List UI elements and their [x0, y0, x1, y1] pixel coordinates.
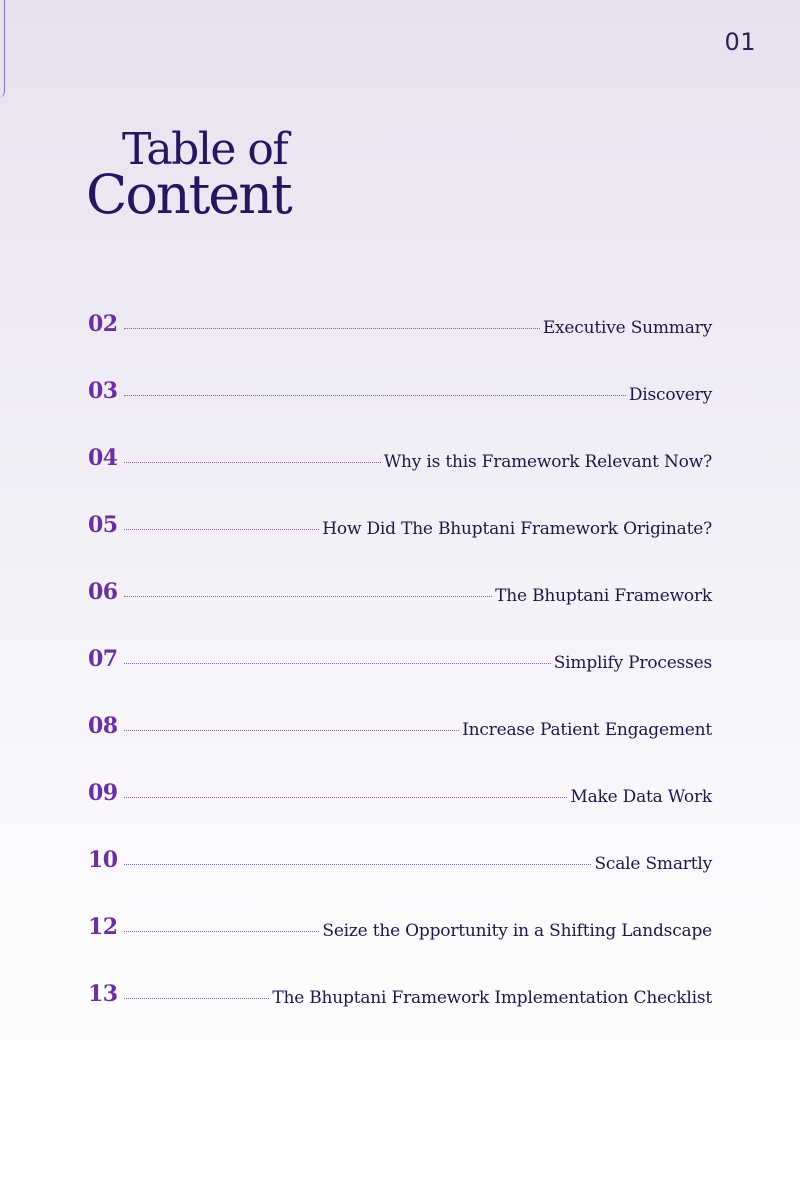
toc-entry-title: Simplify Processes [553, 653, 712, 673]
dot-leader [124, 797, 568, 798]
toc-entry[interactable] [88, 288, 712, 355]
toc-entry[interactable] [88, 489, 712, 556]
toc-page-number: 05 [88, 512, 118, 538]
toc-entry[interactable] [88, 623, 712, 690]
dot-leader [124, 730, 459, 731]
toc-entry-title: Why is this Framework Relevant Now? [383, 452, 712, 472]
toc-entry[interactable] [88, 355, 712, 422]
dot-leader [124, 462, 381, 463]
dot-leader [124, 998, 270, 999]
toc-page-number: 13 [88, 981, 118, 1007]
toc-page-number: 06 [88, 579, 118, 605]
toc-entry-title: How Did The Bhuptani Framework Originate? [322, 519, 712, 539]
toc-entry[interactable] [88, 757, 712, 824]
toc-page-number: 03 [88, 378, 118, 404]
dot-leader [124, 596, 493, 597]
page-number: 01 [724, 28, 756, 56]
page-title [86, 124, 291, 226]
toc-entry[interactable] [88, 824, 712, 891]
toc-page-number: 10 [88, 847, 118, 873]
toc-entry-title: Discovery [628, 385, 712, 405]
dot-leader [124, 529, 320, 530]
toc-page-number: 08 [88, 713, 118, 739]
toc-entry-title: Executive Summary [542, 318, 712, 338]
toc-entry[interactable] [88, 891, 712, 958]
toc-page-number: 07 [88, 646, 118, 672]
dot-leader [124, 864, 592, 865]
toc-entry[interactable] [88, 690, 712, 757]
toc-entry[interactable] [88, 422, 712, 489]
toc-entry-title: Seize the Opportunity in a Shifting Landscape [322, 921, 712, 941]
toc-entry-title: Increase Patient Engagement [462, 720, 712, 740]
toc-entry-title: Make Data Work [570, 787, 712, 807]
table-of-contents [88, 288, 712, 1025]
dot-leader [124, 328, 540, 329]
dot-leader [124, 663, 551, 664]
toc-page-number: 12 [88, 914, 118, 940]
toc-page-number: 09 [88, 780, 118, 806]
toc-entry[interactable] [88, 556, 712, 623]
toc-page-number: 04 [88, 445, 118, 471]
dot-leader [124, 395, 626, 396]
toc-entry[interactable] [88, 958, 712, 1025]
corner-decoration [0, 0, 5, 98]
toc-entry-title: The Bhuptani Framework [495, 586, 712, 606]
title-line-1: Table of [122, 124, 288, 175]
toc-entry-title: Scale Smartly [594, 854, 712, 874]
title-line-2: Content [86, 163, 291, 226]
toc-entry-title: The Bhuptani Framework Implementation Checklist [272, 988, 712, 1008]
toc-page-number: 02 [88, 311, 118, 337]
dot-leader [124, 931, 320, 932]
